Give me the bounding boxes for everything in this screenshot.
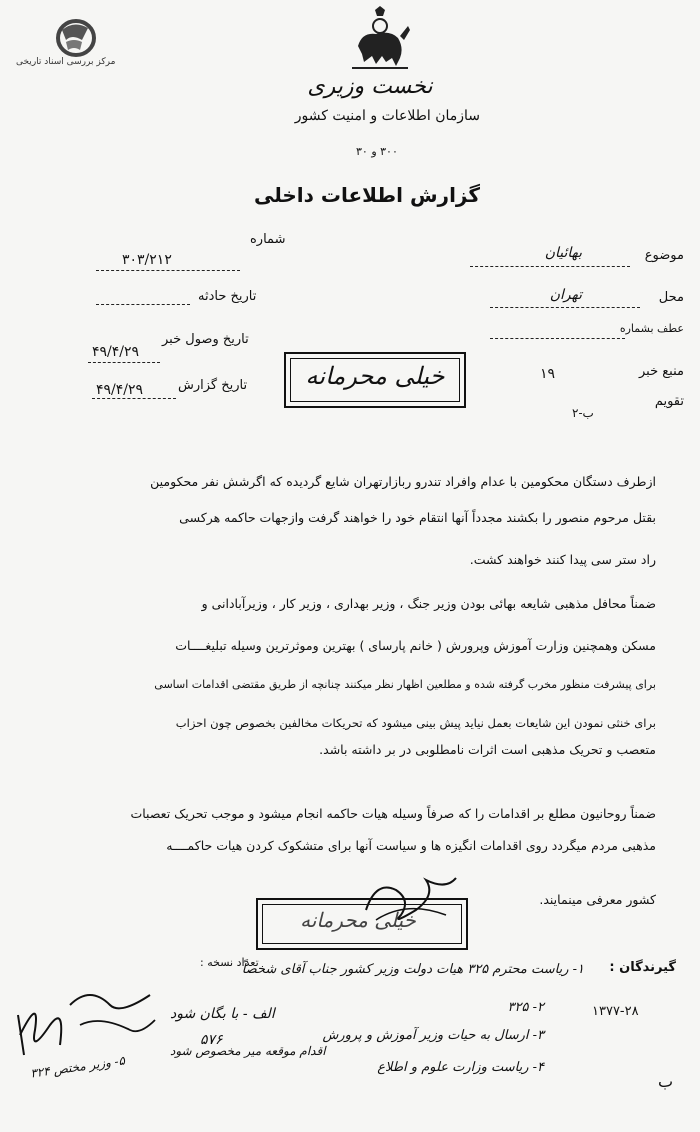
report-date-value: ۴۹/۴/۲۹ [96, 382, 144, 398]
handwritten-note-a: الف - با بگان شود [170, 1006, 275, 1022]
recipients-label: گیرندگان : [609, 960, 676, 975]
body-line-6: برای پیشرفت منظور مخرب گرفته شده و مطلعین اظهار نظر میکنند چنانچه از طریق مقتضی اقدامات اساسی [154, 678, 656, 691]
archive-logo-icon [52, 18, 96, 58]
place-line [490, 307, 640, 308]
reference-line [490, 338, 625, 339]
recipient-line-1: ۱- ریاست محترم ۳۲۵ هیات دولت وزیر کشور جناب آقای شخصاً [241, 962, 584, 977]
ministry-title: نخست وزیری [307, 74, 433, 99]
source-label: منبع خبر [639, 364, 684, 379]
source-value: ۱۹ [540, 366, 556, 382]
classification-stamp-bottom [256, 898, 468, 950]
body-line-5: مسکن وهمچنین وزارت آموزش وپرورش ( خانم پارسای ) بهترین وموثرترین وسیله تبلیغــــات [175, 638, 656, 653]
body-line-11: کشور معرفی مینمایند. [539, 892, 656, 907]
organization-name: سازمان اطلاعات و امنیت کشور [294, 108, 480, 124]
event-date-line [96, 304, 190, 305]
copies-label: تعداد نسخه : [200, 956, 259, 969]
subject-line [470, 266, 630, 267]
assessment-value: ۲-ب [572, 406, 594, 420]
footer-mark: ب [658, 1072, 674, 1091]
watermark-text: مرکز بررسی اسناد تاریخی [16, 57, 116, 67]
reference-label: عطف بشماره [619, 322, 684, 335]
header-code: ۳۰۰ و ۳۰ [356, 145, 398, 158]
body-line-7: برای خنثی نمودن این شایعات بعمل نیاید پیش بینی میشود که تحریکات مخالفین بخصوص چون احزاب [175, 716, 656, 730]
number-value: ۳۰۳/۲۱۲ [122, 252, 172, 268]
body-line-10: مذهبی مردم میگردد روی اقدامات انگیزه ها و سیاست آنها برای متشکوک کردن هیات حاکمــــه [166, 838, 656, 853]
number-label: شماره [250, 232, 286, 247]
subject-value: بهائیان [544, 245, 582, 261]
receipt-date-label: تاریخ وصول خبر [162, 332, 249, 347]
handwritten-signature-icon [10, 975, 160, 1075]
recipient-line-3: ۳- ارسال به حیات وزیر آموزش و پرورش [322, 1028, 544, 1043]
handwritten-note-d: ۵- وزیر مختص ۳۲۴ [29, 1053, 126, 1081]
body-line-8: متعصب و تحریک مذهبی است اثرات نامطلوبی در بر داشته باشد. [319, 742, 656, 757]
place-label: محل [658, 290, 684, 305]
body-line-2: بقتل مرحوم منصور را بکشند مجدداً آنها انتقام خود را خواهند گرفت وازجهات حاکمه هرکسی [179, 510, 656, 525]
classification-stamp-text: خیلی محرمانه [305, 362, 445, 390]
report-title: گزارش اطلاعات داخلی [253, 183, 480, 207]
place-value: تهران [549, 287, 582, 303]
body-line-9: ضمناً روحانیون مطلع بر اقدامات را که صرفاً وسیله هیات حاکمه انجام میشود و موجب تحریک تعصبات [130, 806, 656, 821]
classification-stamp-bottom-text: خیلی محرمانه [300, 908, 416, 932]
body-line-3: راد ستر سی پیدا کنند خواهند کشت. [469, 552, 656, 567]
recipient-line-4: ۴- ریاست وزارت علوم و اطلاع [377, 1060, 544, 1075]
classification-stamp [284, 352, 466, 408]
assessment-label: تقویم [654, 394, 684, 409]
recipient-line-2: ۲- ۳۲۵ [507, 1000, 544, 1015]
receipt-date-line [88, 362, 160, 363]
report-date-label: تاریخ گزارش [178, 378, 248, 393]
body-line-4: ضمناً محافل مذهبی شایعه بهائی بودن وزیر جنگ ، وزیر بهداری ، وزیر کار ، وزیرآبادانی و [201, 596, 656, 611]
recipient-ref: ۱۳۷۷-۲۸ [592, 1004, 639, 1019]
body-line-1: ازطرف دستگان محکومین با عدام وافراد تندرو ربازارتهران شایع گردیده که اگرشش نفر محکومین [150, 474, 656, 489]
report-date-line [92, 398, 176, 399]
handwritten-note-b: ۵۷۶ [200, 1032, 223, 1048]
number-line [96, 270, 240, 271]
handwritten-note-c: اقدام موقعه میر مخصوص شود [170, 1044, 326, 1058]
lion-and-sun-emblem-icon [342, 6, 418, 72]
receipt-date-value: ۴۹/۴/۲۹ [92, 344, 140, 360]
event-date-label: تاریخ حادثه [198, 289, 257, 304]
subject-label: موضوع [644, 248, 684, 263]
